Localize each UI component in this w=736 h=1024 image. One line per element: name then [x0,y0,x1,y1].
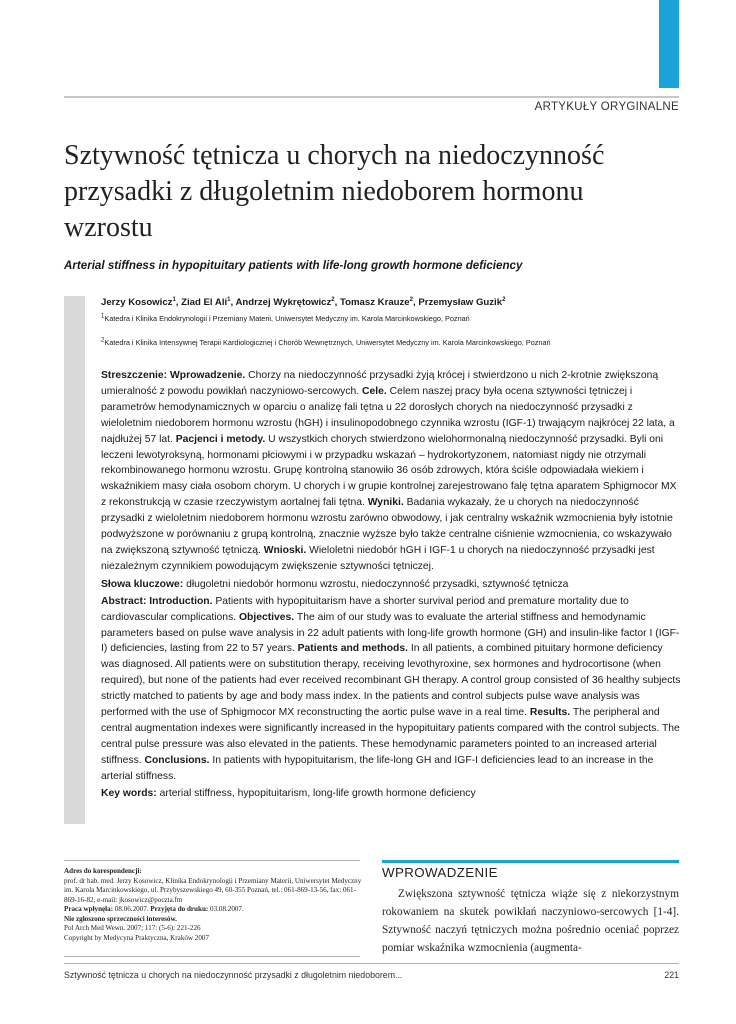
author: Tomasz Krauze$^2$, [339,296,419,308]
author-list [101,296,681,309]
keywords-en: Key words: arterial stiffness, hypopituitarism, long-life growth hormone deficiency [101,787,476,799]
affiliation-1: $^1$Katedra i Klinika Endokrynologii i Przemiany Materii, Uniwersytet Medyczny im. Karola Marcinkowskiego, Poznań [101,313,470,323]
running-title: Sztywność tętnicza u chorych na niedoczynność przysadki z długoletnim niedoborem... [64,970,403,980]
author: Przemysław Guzik$^2$ [418,296,506,308]
correspondence-copyright: Copyright by Medycyna Praktyczna, Kraków 2007 [64,933,209,942]
top-rule [64,96,679,98]
affiliation-2: $^2$Katedra i Klinika Intensywnej Terapii Kardiologicznej i Chorób Wewnętrznych, Uniwersytet Medyczny im. Karola Marcinkowskiego, Poznań [101,337,551,347]
keywords-pl: Słowa kluczowe: długoletni niedobór hormonu wzrostu, niedoczynność przysadki, sztywność tętnicza [101,578,569,590]
accent-bar [659,0,679,88]
abstract-section [101,296,681,801]
author: Ziad El Ali$^1$, [181,296,236,308]
abstract-sidebar-bar [64,296,85,824]
correspondence-conflict: Nie zgłoszono sprzeczności interesów. [64,914,177,923]
correspondence-rule-bottom [64,956,360,957]
correspondence-address: prof. dr hab. med. Jerzy Kosowicz, Klinika Endokrynologii i Przemiany Materii, Uniwersytet Medyczny im. Karola Marcinkowskiego, ul. Przybyszewskiego 49, 60-355 Poznań, tel.: 061-869-13-56, fax: 061-869-16-82, e-mail: jkosowicz@poczta.fm [64,876,362,904]
abstract-pl: Streszczenie: Wprowadzenie. Chorzy na niedoczynność przysadki żyją krócej i stwierdzono u nich 2-krotnie zwiększoną umieralność z powodu powikłań naczyniowo-sercowych. Cele. Celem naszej pracy była ocena sztywności tętniczej i parametrów hemodynamicznych w oparciu o analizę fali tętna u 22 dorosłych chorych na niedoczynność przysadki z wieloletnim niedoborem hormonu wzrostu (hGH) i insulinopodobnego czynnika wzrostu (IGF-1) trwającym najkrócej 22 lata, a najdłużej 57 lat. Pacjenci i metody. U wszystkich chorych stwierdzono wielohormonalną niedoczynność przysadki. Byli oni leczeni lewotyroksyną, hormonami płciowymi i w przypadku wskazań – hydrokortyzonem, natomiast nigdy nie otrzymali rekombinowanego hormonu wzrostu. Grupę kontrolną stanowiło 36 osób zdrowych, która ściśle odpowiadała wiekiem i wskaźnikiem masy ciała osobom chorym. U chorych i w grupie kontrolnej zarejestrowano falę tętna aparatem Sphigmocor MX z rekonstrukcją w czasie rzeczywistym aortalnej fali tętna. Wyniki. Badania wykazały, że u chorych na niedoczynność przysadki z wieloletnim niedoborem hormonu wzrostu zarówno obwodowy, i jak centralny wskaźnik wzmocnienia były istotnie podwyższone w porównaniu z grupą kontrolną, znacznie wyższe było także centralne ciśnienie wzmocnienia, co wskazywało na zwiększoną sztywność tętniczą. Wnioski. Wieloletni niedobór hGH i IGF-1 u chorych na niedoczynność przysadki jest niezależnym czynnikiem powodującym zwiększenie sztywności tętniczej. [101,370,677,572]
correspondence-dates: Praca wpłynęła: 08.06.2007. Przyjęta do druku: 03.08.2007. [64,905,244,913]
author: Jerzy Kosowicz$^1$, [101,296,182,308]
abstract-en: Abstract: Introduction. Patients with hypopituitarism have a shorter survival period and premature mortality due to cardiovascular complications. Objectives. The aim of our study was to evaluate the arterial stiffness and hemodynamic parameters based on pulse wave analysis in 22 adult patients with long-life growth hormone (GH) and insulin-like factor I (IGF-I) deficiencies, lasting from 22 to 57 years. Patients and methods. In all patients, a combined pituitary hormone deficiency was diagnosed. All patients were on substitution therapy, receiving levothyroxine, sex hormones and hydrocortisone (when required), but none of the patients had ever received recombinant GH therapy. A control group consisted of 36 healthy subjects strictly matched to patients by age and body mass index. In the patients and control subjects pulse wave analysis was performed with the use of Sphigmocor MX reconstructing the aortic pulse wave in a real time. Results. The peripheral and central augmentation indexes were significantly increased in the hypopituitary patients compared with the control subjects. The central pulse pressure was also elevated in the patients. These hemodynamic parameters pointed to an increased arterial stiffness. Conclusions. In patients with hypopituitarism, the life-long GH and IGF-I deficiencies lead to an increase in the arterial stiffness. [101,595,681,782]
author: Andrzej Wykrętowicz$^2$, [235,296,340,308]
intro-paragraph: Zwiększona sztywność tętnicza wiąże się z niekorzystnym rokowaniem na skutek powikłań naczyniowo-sercowych [1-4]. Sztywność naczyń tętniczych można pośrednio oceniać poprzez pomiar wskaźnika wzmocnienia (augmenta- [382,888,679,954]
footer-rule [64,963,679,964]
section-label: ARTYKUŁY ORYGINALNE [534,101,679,113]
correspondence-heading: Adres do korespondencji: [64,867,142,875]
intro-heading: WPROWADZENIE [382,865,498,880]
intro-accent-bar [382,860,679,863]
correspondence-rule-top [64,860,360,861]
correspondence-box [64,867,364,943]
article-title-en: Arterial stiffness in hypopituitary patients with life-long growth hormone deficiency [64,259,523,272]
page-number: 221 [664,970,679,980]
article-title-pl: Sztywność tętnicza u chorych na niedoczynność przysadki z długoletnim niedoborem hormonu wzrostu [64,140,605,243]
correspondence-citation: Pol Arch Med Wewn. 2007; 117: (5-6): 221-226 [64,924,201,932]
